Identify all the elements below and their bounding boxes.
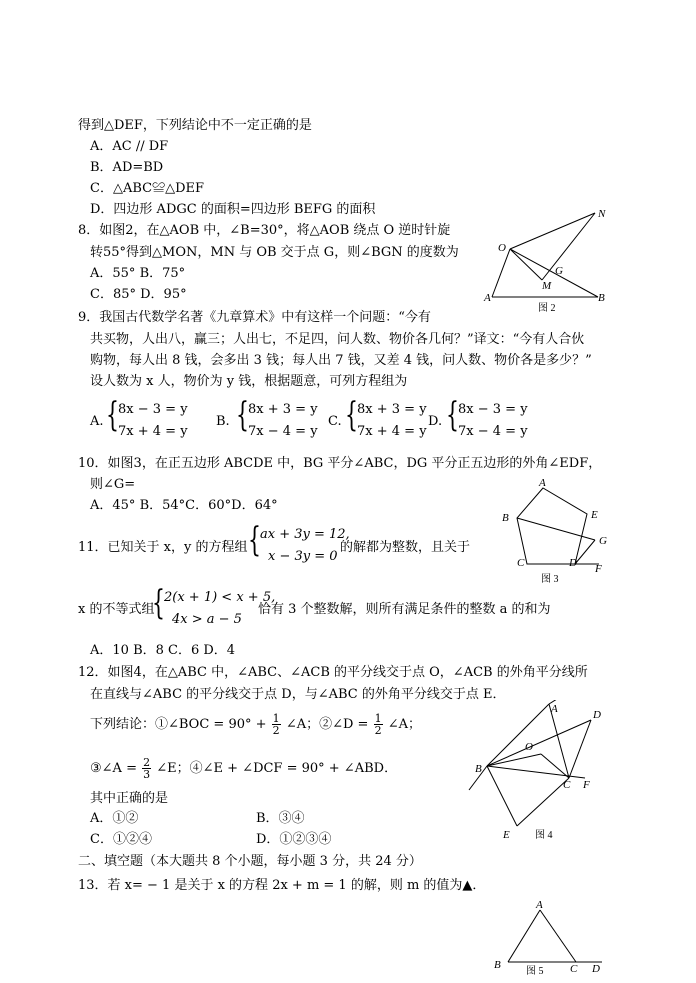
q12-stem-line1: 12．如图4，在△ABC 中，∠ABC、∠ACB 的平分线交于点 O，∠ACB 的外角平分线所: [78, 665, 588, 680]
fig4-label-b: B: [475, 763, 482, 775]
fig3-caption: 图 3: [541, 574, 559, 585]
q9-option-b-eq2: 7x − 4 = y: [248, 424, 318, 439]
q12-option-a: A．①②: [90, 811, 139, 826]
q12-option-b: B．③④: [256, 811, 305, 826]
q7-option-a: A．AC // DF: [90, 139, 169, 154]
fig5-label-d: D: [592, 963, 600, 975]
q11-brace-icon: {: [152, 583, 165, 623]
fraction-one-half: $\frac{1}{2}$: [272, 712, 280, 737]
fig3-label-g: G: [599, 535, 607, 547]
section-2-title: 二、填空题（本大题共 8 个小题，每小题 3 分，共 24 分）: [78, 854, 422, 869]
q13-stem: 13．若 x= − 1 是关于 x 的方程 2x + m = 1 的解，则 m 的值为▲．: [78, 878, 486, 893]
fraction-one-half: $\frac{1}{2}$: [374, 712, 382, 737]
q8-options-ab: A．55° B．75°: [90, 266, 186, 281]
q7-option-b: B．AD=BD: [90, 160, 164, 175]
q12-stem-line2: 在直线与∠ABC 的平分线交于点 D，与∠ABC 的外角平分线交于点 E．: [90, 687, 506, 702]
q11-stem2-pre: x 的不等式组: [78, 602, 155, 617]
figure-2: [480, 205, 620, 315]
q10-stem-line2: 则∠G=: [90, 477, 136, 492]
q11-brace-icon: {: [248, 520, 261, 560]
fig4-caption: 图 4: [535, 830, 553, 841]
q9-stem-line2: 共买物，人出八，赢三；人出七，不足四，问人数、物价各几何？”译文：“今有人合伙: [90, 332, 585, 347]
fig4-label-e: E: [503, 829, 510, 841]
q11-stem-pre: 11．已知关于 x，y 的方程组: [78, 540, 248, 555]
fig4-label-o: O: [525, 741, 533, 753]
q9-option-c-label: C.: [328, 414, 342, 429]
figure-3: [495, 476, 620, 588]
q9-brace-icon: {: [106, 395, 119, 435]
fig4-label-c: C: [563, 779, 571, 791]
fig3-label-c: C: [517, 557, 525, 569]
q9-brace-icon: {: [236, 395, 249, 435]
q9-stem-line1: 9．我国古代数学名著《九章算术》中有这样一个问题：“今有: [78, 310, 431, 325]
q9-stem-line3: 购物，每人出 8 钱，会多出 3 钱；每人出 7 钱，又差 4 钱，问人数、物价各是多少？”: [90, 353, 592, 368]
q11-system1-eq1: ax + 3y = 12,: [260, 527, 350, 542]
q9-option-b-eq1: 8x + 3 = y: [248, 402, 318, 417]
fig2-label-m: M: [542, 280, 552, 292]
fig2-label-g: G: [555, 265, 563, 277]
q11-system2-eq2: 4x > a − 5: [172, 612, 242, 627]
fraction-two-thirds: $\frac{2}{3}$: [143, 756, 151, 781]
fig3-label-d: D: [569, 557, 577, 569]
fig3-label-f: F: [595, 563, 602, 575]
fig4-label-f: F: [583, 779, 590, 791]
fig5-label-b: B: [494, 959, 501, 971]
q9-stem-line4: 设人数为 x 人，物价为 y 钱，根据题意，可列方程组为: [90, 374, 408, 389]
q9-option-d-eq1: 8x − 3 = y: [458, 402, 528, 417]
q9-brace-icon: {: [345, 395, 358, 435]
q7-stem: 得到△DEF，下列结论中不一定正确的是: [78, 118, 312, 133]
fig3-label-a: A: [539, 477, 546, 489]
q7-option-d: D．四边形 ADGC 的面积=四边形 BEFG 的面积: [90, 202, 376, 217]
q9-option-a-label: A.: [90, 414, 104, 429]
fig5-label-a: A: [536, 899, 543, 911]
q9-option-b-label: B.: [216, 414, 230, 429]
fig3-label-e: E: [591, 509, 598, 521]
q12-option-c: C．①②④: [90, 832, 152, 847]
fig5-caption: 图 5: [526, 966, 544, 977]
q11-stem2-post: 恰有 3 个整数解，则所有满足条件的整数 a 的和为: [258, 602, 551, 617]
fig2-label-n: N: [598, 208, 606, 220]
q12-c3-pre: ③∠A =: [90, 761, 137, 776]
q9-option-a-eq1: 8x − 3 = y: [118, 402, 188, 417]
q12-c1-pre: 下列结论：①∠BOC = 90° +: [90, 717, 267, 732]
fig4-label-a: A: [551, 703, 558, 715]
q8-options-cd: C．85° D．95°: [90, 287, 187, 302]
q11-system1-eq2: x − 3y = 0: [268, 549, 338, 564]
figure-5: [488, 896, 613, 980]
fig2-caption: 图 2: [538, 303, 556, 314]
q9-option-c-eq2: 7x + 4 = y: [357, 424, 427, 439]
q12-question: 其中正确的是: [90, 791, 169, 806]
q11-system2-eq1: 2(x + 1) < x + 5,: [164, 590, 276, 605]
q10-options: A．45° B．54°C．60°D．64°: [90, 498, 278, 513]
fig3-label-b: B: [502, 512, 509, 524]
q9-option-c-eq1: 8x + 3 = y: [357, 402, 427, 417]
q11-options: A．10 B．8 C．6 D．4: [90, 643, 236, 658]
q12-c3-post: ∠E；④∠E + ∠DCF = 90° + ∠ABD．: [156, 761, 398, 776]
q11-stem-post: 的解都为整数，且关于: [340, 540, 471, 555]
figure-4: [465, 700, 625, 848]
q9-option-d-eq2: 7x − 4 = y: [458, 424, 528, 439]
q8-stem-line1: 8．如图2，在△AOB 中，∠B=30°，将△AOB 绕点 O 逆时针旋: [78, 223, 451, 238]
q8-stem-line2: 转55°得到△MON，MN 与 OB 交于点 G，则∠BGN 的度数为: [90, 245, 459, 260]
fig4-label-d: D: [593, 709, 601, 721]
fig2-label-b: B: [598, 292, 605, 304]
q9-option-a-eq2: 7x + 4 = y: [118, 424, 188, 439]
fig2-label-a: A: [484, 292, 491, 304]
fig5-label-c: C: [570, 963, 578, 975]
fig2-label-o: O: [498, 242, 506, 254]
q12-conclusions-line2: [90, 757, 397, 780]
q10-stem-line1: 10．如图3，在正五边形 ABCDE 中，BG 平分∠ABC，DG 平分正五边形的外角∠EDF，: [78, 456, 602, 471]
q12-option-d: D．①②③④: [256, 832, 332, 847]
q9-option-d-label: D.: [428, 414, 443, 429]
q12-conclusions-line1: [90, 713, 421, 736]
q9-brace-icon: {: [446, 395, 459, 435]
q12-c1-mid: ∠A；②∠D =: [285, 717, 369, 732]
q7-option-c: C．△ABC≌△DEF: [90, 181, 205, 196]
q12-c1-post: ∠A；: [387, 717, 421, 732]
